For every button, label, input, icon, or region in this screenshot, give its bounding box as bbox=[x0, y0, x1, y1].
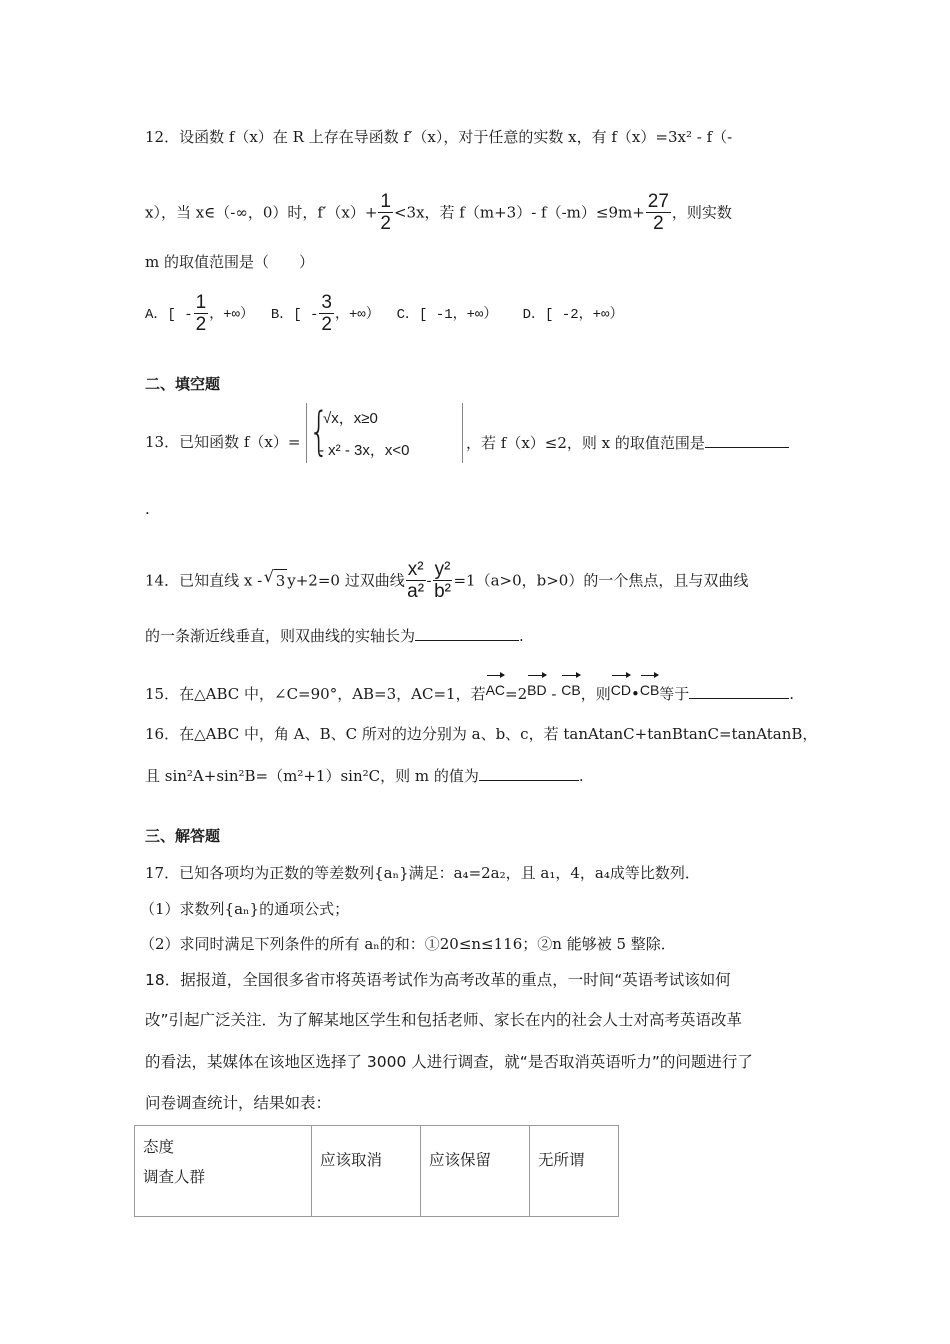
option-b-fraction bbox=[319, 293, 334, 336]
option-d: D．[ -2，+∞） bbox=[522, 307, 624, 324]
q15-line bbox=[145, 673, 794, 705]
option-a-post: ，+∞） bbox=[209, 307, 254, 324]
vector-cb: CB bbox=[561, 673, 580, 701]
piece-case-2: - x² - 3x，x<0 bbox=[319, 442, 410, 459]
frac-num: x² bbox=[407, 559, 424, 580]
vector-cb-2: CB bbox=[640, 673, 659, 701]
piece-case-1: √x，x≥0 bbox=[323, 410, 378, 427]
q14-pre: 14．已知直线 x - bbox=[145, 571, 263, 590]
table-col-indifferent: 无所谓 bbox=[530, 1126, 619, 1217]
option-a-pre: A．[ - bbox=[145, 307, 193, 324]
vector-cd: CD bbox=[611, 673, 631, 701]
fraction-x2-a2 bbox=[406, 560, 426, 603]
q15-then: ，则 bbox=[580, 685, 611, 703]
q12-line1: 12．设函数 f（x）在 R 上存在导函数 f′（x），对于任意的实数 x，有 f（x）=3x² - f（- bbox=[145, 128, 733, 146]
survey-table bbox=[134, 1125, 619, 1217]
frac-den: 2 bbox=[653, 213, 664, 234]
header-group: 调查人群 bbox=[143, 1168, 206, 1186]
frac-num: 27 bbox=[647, 191, 669, 212]
q18-line3: 的看法，某媒体在该地区选择了 3000 人进行调查，就“是否取消英语听力”的问题进行了 bbox=[145, 1053, 753, 1071]
q16-end: . bbox=[578, 767, 584, 785]
option-b-pre: B．[ - bbox=[270, 307, 319, 324]
minus-sign: - bbox=[551, 685, 557, 703]
q12-line3: m 的取值范围是（ ） bbox=[145, 253, 314, 271]
header-attitude: 态度 bbox=[143, 1138, 175, 1156]
table-col-keep: 应该保留 bbox=[421, 1126, 530, 1217]
option-c: C．[ -1，+∞） bbox=[396, 307, 498, 324]
q17-line3: （2）求同时满足下列条件的所有 aₙ的和：①20≤n≤116；②n 能够被 5 整除． bbox=[140, 935, 676, 953]
q16-line1: 16．在△ABC 中，角 A、B、C 所对的边分别为 a、b、c，若 tanAtanC+tanBtanC=tanAtanB， bbox=[145, 725, 818, 743]
q14-end: . bbox=[519, 627, 524, 645]
vector-bd: BD bbox=[527, 673, 546, 701]
q14-line2 bbox=[145, 624, 524, 647]
fraction-half bbox=[378, 192, 393, 235]
table-col-cancel: 应该取消 bbox=[312, 1126, 421, 1217]
q18-line1: 18．据报道，全国很多省市将英语考试作为高考改革的重点，一时间“英语考试该如何 bbox=[145, 971, 731, 989]
piecewise-function bbox=[306, 403, 463, 463]
option-a-fraction bbox=[194, 293, 209, 336]
q14-post: =1（a>0，b>0）的一个焦点，且与双曲线 bbox=[453, 571, 749, 590]
sqrt-3: √ 3 bbox=[274, 569, 288, 592]
q18-line2: 改”引起广泛关注．为了解某地区学生和包括老师、家长在内的社会人士对高考英语改革 bbox=[145, 1011, 743, 1029]
q12-line2a: x），当 x∈（-∞，0）时，f′（x）+ bbox=[145, 203, 378, 222]
q18-line4: 问卷调查统计，结果如表： bbox=[145, 1094, 332, 1112]
frac-num: 1 bbox=[380, 191, 391, 212]
frac-den: a² bbox=[407, 581, 425, 602]
section-heading-fill-in: 二、填空题 bbox=[145, 375, 221, 393]
q13-end: . bbox=[145, 500, 150, 518]
q12-line2c: ，则实数 bbox=[671, 203, 732, 222]
answer-blank[interactable] bbox=[479, 764, 579, 781]
option-b-post: ，+∞） bbox=[335, 307, 380, 324]
table-row bbox=[135, 1126, 619, 1217]
q17-line1: 17．已知各项均为正数的等差数列{aₙ}满足：a₄=2a₂，且 a₁，4，a₄成等比数列． bbox=[145, 864, 700, 882]
frac-num: 1 bbox=[195, 292, 207, 313]
q12-line2 bbox=[145, 192, 732, 235]
fraction-y2-b2 bbox=[433, 560, 453, 603]
q12-line2b: <3x，若 f（m+3）- f（-m）≤9m+ bbox=[393, 203, 645, 222]
section-heading-solutions: 三、解答题 bbox=[145, 827, 221, 845]
q15-end: . bbox=[789, 685, 795, 703]
q13-pre: 13．已知函数 f（x）= bbox=[145, 433, 301, 451]
q15-post: 等于 bbox=[659, 685, 690, 703]
q16-line2-text: 且 sin²A+sin²B=（m²+1）sin²C，则 m 的值为 bbox=[145, 767, 479, 785]
vector-ac: AC bbox=[486, 673, 505, 701]
q14-line2-text: 的一条渐近线垂直，则双曲线的实轴长为 bbox=[145, 627, 416, 645]
fraction-27-2 bbox=[646, 192, 671, 235]
frac-num: 3 bbox=[321, 292, 332, 313]
answer-blank[interactable] bbox=[689, 682, 789, 699]
q16-line2 bbox=[145, 764, 584, 787]
q14-line1 bbox=[145, 560, 748, 603]
q15-eq: =2 bbox=[505, 685, 528, 703]
q17-line2: （1）求数列{aₙ}的通项公式； bbox=[140, 900, 350, 918]
frac-den: b² bbox=[434, 581, 451, 602]
q13-post-text: ，若 f（x）≤2，则 x 的取值范围是 bbox=[466, 434, 705, 452]
answer-blank[interactable] bbox=[705, 431, 789, 448]
q15-pre: 15．在△ABC 中，∠C=90°，AB=3，AC=1，若 bbox=[145, 685, 486, 703]
frac-den: 2 bbox=[195, 314, 207, 335]
brace-icon: { bbox=[309, 402, 329, 462]
minus-sign: - bbox=[426, 571, 432, 590]
q14-mid: y+2=0 过双曲线 bbox=[287, 571, 405, 590]
frac-den: 2 bbox=[380, 213, 391, 234]
frac-den: 2 bbox=[321, 314, 332, 335]
dot-product-sign: • bbox=[630, 685, 640, 703]
table-header-cell bbox=[135, 1126, 312, 1217]
frac-num: y² bbox=[434, 559, 451, 580]
q13-post bbox=[466, 431, 789, 454]
answer-blank[interactable] bbox=[415, 624, 519, 641]
q12-options bbox=[145, 293, 623, 336]
